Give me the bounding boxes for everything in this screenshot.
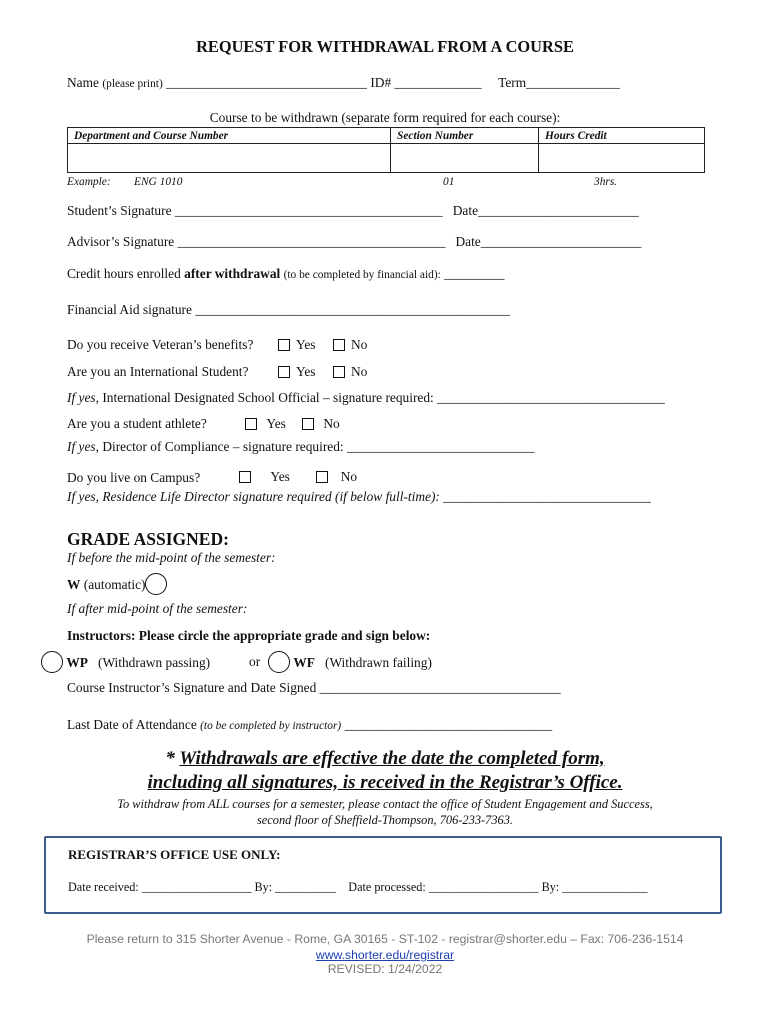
campus-signature-field[interactable]: _______________________________ bbox=[443, 489, 651, 504]
instructor-signature-row bbox=[67, 680, 561, 696]
international-if-yes: If yes bbox=[67, 390, 96, 405]
processed-by-label: By: bbox=[541, 880, 560, 894]
financial-aid-field[interactable]: _______________________________________________ bbox=[195, 302, 511, 317]
veteran-yes-checkbox[interactable] bbox=[278, 339, 290, 351]
course-table bbox=[67, 127, 705, 173]
international-no-label: No bbox=[351, 364, 368, 379]
name-row bbox=[67, 75, 620, 91]
last-attendance-hint: (to be completed by instructor) bbox=[200, 720, 342, 732]
last-attendance-label: Last Date of Attendance bbox=[67, 717, 197, 732]
athlete-if-yes: If yes bbox=[67, 439, 96, 454]
last-attendance-row bbox=[67, 717, 552, 733]
id-label: ID# bbox=[370, 75, 392, 90]
registrar-office-box bbox=[44, 836, 722, 914]
instructors-note: Instructors: Please circle the appropriate grade and sign below: bbox=[67, 628, 431, 643]
student-date-field[interactable]: ________________________ bbox=[478, 203, 639, 218]
campus-followup bbox=[67, 489, 651, 505]
international-question: Are you an International Student? bbox=[67, 364, 249, 379]
campus-question: Do you live on Campus? bbox=[67, 470, 201, 485]
footer-address: Please return to 315 Shorter Avenue - Rome, GA 30165 - ST-102 - registrar@shorter.edu – Fax: 706-236-1514 bbox=[86, 932, 684, 946]
international-no-option[interactable] bbox=[333, 364, 367, 380]
student-date-label: Date bbox=[452, 203, 479, 218]
student-signature-field[interactable]: ________________________________________ bbox=[174, 203, 443, 218]
campus-no-checkbox[interactable] bbox=[316, 471, 328, 483]
course-table-row bbox=[68, 144, 705, 173]
veteran-no-label: No bbox=[351, 337, 368, 352]
advisor-date-field[interactable]: ________________________ bbox=[480, 234, 642, 249]
received-by-field[interactable]: __________ bbox=[275, 880, 337, 894]
international-followup-text: , International Designated School Official – signature required: bbox=[95, 390, 434, 405]
athlete-no-checkbox[interactable] bbox=[302, 418, 314, 430]
grade-w-circle[interactable] bbox=[145, 573, 167, 595]
grade-heading: GRADE ASSIGNED: bbox=[67, 529, 229, 549]
grade-wf-circle[interactable] bbox=[268, 651, 290, 673]
athlete-no-option[interactable] bbox=[302, 416, 340, 432]
term-label: Term bbox=[498, 75, 527, 90]
processed-by-field[interactable]: ______________ bbox=[562, 880, 648, 894]
name-field[interactable]: ______________________________ bbox=[166, 75, 367, 90]
footer-revised: REVISED: 1/24/2022 bbox=[327, 962, 443, 976]
column-header-section: Section Number bbox=[391, 128, 539, 144]
date-received-label: Date received: bbox=[68, 880, 139, 894]
veteran-no-option[interactable] bbox=[333, 337, 367, 353]
form-title: REQUEST FOR WITHDRAWAL FROM A COURSE bbox=[196, 37, 574, 56]
campus-no-option[interactable] bbox=[316, 469, 357, 485]
grade-before-midpoint: If before the mid-point of the semester: bbox=[67, 550, 276, 565]
credit-hours-emphasis: after withdrawal bbox=[184, 266, 281, 281]
name-label: Name bbox=[67, 75, 99, 90]
athlete-question: Are you a student athlete? bbox=[67, 416, 207, 431]
grade-w-row bbox=[67, 573, 167, 595]
campus-followup-text: If yes, Residence Life Director signature required (if below full-time): bbox=[67, 489, 440, 504]
veteran-yes-option[interactable] bbox=[278, 337, 315, 353]
advisor-date-label: Date bbox=[455, 234, 481, 249]
hours-credit-cell[interactable] bbox=[539, 144, 705, 173]
footer-link-row bbox=[0, 948, 770, 962]
campus-yes-label: Yes bbox=[270, 469, 290, 484]
date-processed-field[interactable]: __________________ bbox=[428, 880, 539, 894]
grade-w-text: (automatic) bbox=[83, 577, 146, 592]
advisor-signature-row bbox=[67, 234, 641, 250]
notice-sub-2: second floor of Sheffield-Thompson, 706-233-7363. bbox=[256, 813, 514, 827]
notice-sub-1: To withdraw from ALL courses for a semester, please contact the office of Student Engagement and Success, bbox=[117, 797, 653, 811]
id-field[interactable]: _____________ bbox=[394, 75, 482, 90]
athlete-signature-field[interactable]: ____________________________ bbox=[347, 439, 535, 454]
financial-aid-row bbox=[67, 302, 510, 318]
athlete-yes-label: Yes bbox=[266, 416, 286, 431]
registrar-heading: REGISTRAR’S OFFICE USE ONLY: bbox=[68, 847, 281, 862]
date-received-field[interactable]: __________________ bbox=[141, 880, 252, 894]
credit-hours-label: Credit hours enrolled bbox=[67, 266, 185, 281]
international-followup bbox=[67, 390, 665, 406]
notice-asterisk: * bbox=[165, 748, 180, 769]
grade-wp-label: WP bbox=[66, 655, 88, 670]
column-header-hours: Hours Credit bbox=[539, 128, 705, 144]
veteran-question: Do you receive Veteran’s benefits? bbox=[67, 337, 254, 352]
grade-wf-option bbox=[268, 651, 432, 673]
date-processed-label: Date processed: bbox=[348, 880, 426, 894]
advisor-signature-field[interactable]: ________________________________________ bbox=[177, 234, 446, 249]
course-heading: Course to be withdrawn (separate form required for each course): bbox=[209, 110, 561, 125]
notice-line-1-text: Withdrawals are effective the date the completed form, bbox=[179, 748, 605, 769]
term-field[interactable]: ______________ bbox=[526, 75, 620, 90]
credit-hours-hint: (to be completed by financial aid): bbox=[283, 269, 441, 281]
veteran-no-checkbox[interactable] bbox=[333, 339, 345, 351]
campus-no-label: No bbox=[340, 469, 358, 484]
international-yes-option[interactable] bbox=[278, 364, 315, 380]
credit-hours-row bbox=[67, 266, 504, 282]
grade-wf-label: WF bbox=[293, 655, 315, 670]
example-label: Example: bbox=[67, 176, 111, 188]
instructor-signature-field[interactable]: ____________________________________ bbox=[319, 680, 561, 695]
international-yes-label: Yes bbox=[296, 364, 316, 379]
course-table-header bbox=[68, 128, 705, 144]
example-course: ENG 1010 bbox=[134, 176, 183, 188]
example-hours: 3hrs. bbox=[594, 176, 618, 188]
section-number-cell[interactable] bbox=[391, 144, 539, 173]
veteran-yes-label: Yes bbox=[296, 337, 316, 352]
athlete-no-label: No bbox=[323, 416, 340, 431]
grade-wp-text: (Withdrawn passing) bbox=[97, 655, 211, 670]
grade-options-row bbox=[41, 651, 210, 673]
grade-wp-circle[interactable] bbox=[41, 651, 63, 673]
international-signature-field[interactable]: __________________________________ bbox=[437, 390, 665, 405]
campus-yes-checkbox[interactable] bbox=[239, 471, 251, 483]
grade-wf-text: (Withdrawn failing) bbox=[324, 655, 432, 670]
registrar-website-link[interactable]: www.shorter.edu/registrar bbox=[315, 948, 455, 962]
advisor-signature-label: Advisor’s Signature bbox=[67, 234, 175, 249]
last-attendance-field[interactable]: _______________________________ bbox=[344, 717, 553, 732]
example-section: 01 bbox=[443, 176, 455, 188]
registrar-fields-row bbox=[68, 880, 648, 895]
notice-line-2: including all signatures, is received in the Registrar’s Office. bbox=[147, 772, 623, 793]
credit-hours-field[interactable]: _________ bbox=[444, 266, 505, 281]
athlete-followup-text: , Director of Compliance – signature required: bbox=[95, 439, 344, 454]
column-header-course: Department and Course Number bbox=[68, 128, 391, 144]
instructor-signature-label: Course Instructor’s Signature and Date Signed bbox=[67, 680, 317, 695]
international-no-checkbox[interactable] bbox=[333, 366, 345, 378]
name-hint: (please print) bbox=[102, 78, 163, 90]
campus-yes-option[interactable] bbox=[239, 469, 290, 485]
international-yes-checkbox[interactable] bbox=[278, 366, 290, 378]
athlete-yes-checkbox[interactable] bbox=[245, 418, 257, 430]
grade-after-midpoint: If after mid-point of the semester: bbox=[67, 601, 248, 616]
grade-w-label: W bbox=[67, 577, 81, 592]
received-by-label: By: bbox=[254, 880, 273, 894]
financial-aid-label: Financial Aid signature bbox=[67, 302, 192, 317]
athlete-yes-option[interactable] bbox=[245, 416, 286, 432]
grade-or: or bbox=[249, 654, 261, 669]
athlete-followup bbox=[67, 439, 534, 455]
notice-line-1 bbox=[0, 748, 770, 770]
student-signature-row bbox=[67, 203, 639, 219]
student-signature-label: Student’s Signature bbox=[67, 203, 172, 218]
course-number-cell[interactable] bbox=[68, 144, 391, 173]
